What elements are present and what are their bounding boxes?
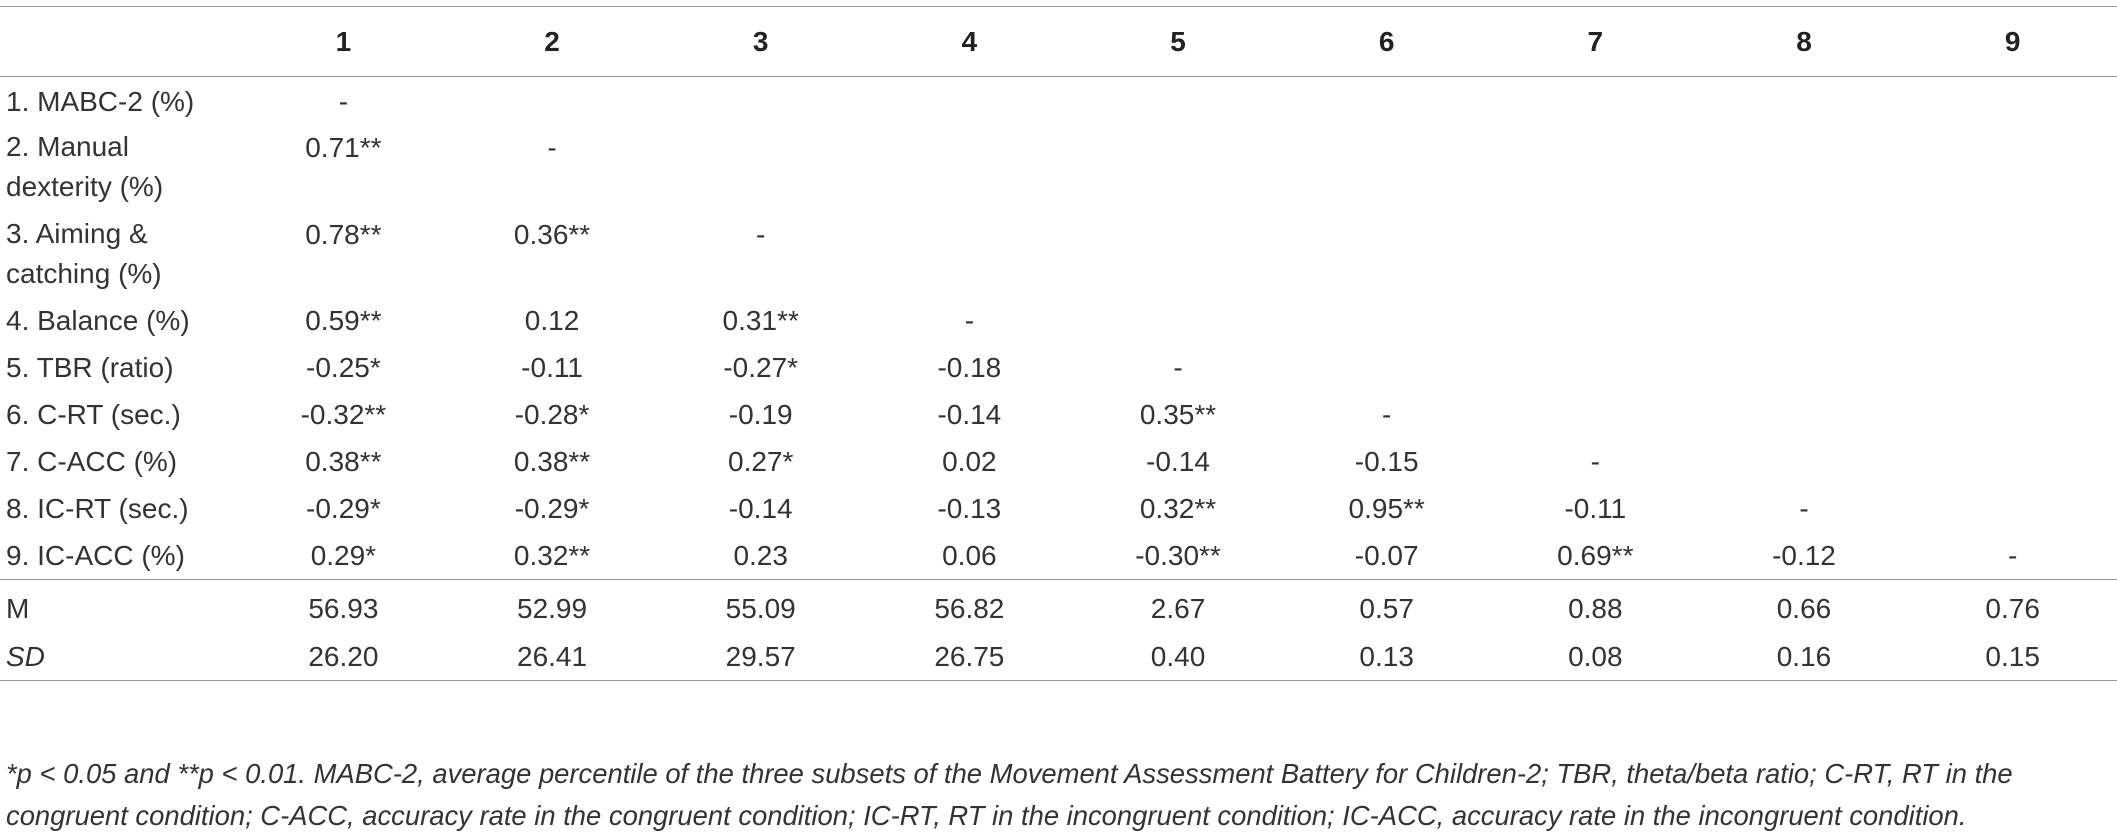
table-cell: 0.66 [1700,580,1909,635]
table-cell: -0.12 [1772,539,1836,571]
table-cell: 26.20 [239,634,448,681]
row-label: SD [0,634,239,681]
table-cell: 0.29* [310,539,377,571]
table-cell [1074,124,1283,211]
table-cell [1282,298,1491,345]
table-cell: -0.11 [1564,493,1627,524]
column-header: 8 [1700,7,1909,77]
row-label: 8. IC-RT (sec.) [6,493,189,524]
column-header: 5 [1074,7,1283,77]
table-cell [448,77,657,124]
table-cell [1908,211,2117,298]
table-cell: -0.14 [728,493,793,524]
table-cell: 52.99 [448,580,657,635]
table-cell: 0.27* [728,446,794,477]
descriptive-stats [0,580,2117,681]
table-cell: -0.11 [521,352,583,383]
table-cell [1282,345,1491,392]
table-cell: 2.67 [1074,580,1283,635]
table-row [0,392,2117,439]
table-cell: - [756,218,766,250]
table-row [0,211,2117,298]
column-header: 4 [865,7,1074,77]
table-cell: -0.13 [937,493,1002,524]
sd-row [0,634,2117,681]
table-cell: 0.57 [1282,580,1491,635]
table-cell: 0.35** [1139,399,1217,430]
table-cell: 29.57 [656,634,865,681]
table-cell [1908,77,2117,124]
column-header: 1 [239,7,448,77]
table-cell: 56.82 [865,580,1074,635]
table-cell [1491,392,1700,439]
table-cell [1700,211,1909,298]
table-cell: 55.09 [656,580,865,635]
table-cell [1700,392,1909,439]
table-cell: 0.69** [1557,539,1634,571]
table-row [0,298,2117,345]
table-cell: 0.71** [305,131,382,163]
table-cell: 56.93 [239,580,448,635]
table-cell [1700,345,1909,392]
table-cell [1491,211,1700,298]
table-cell: - [2007,539,2018,571]
row-label: 7. C-ACC (%) [6,446,178,477]
table-cell: 0.78** [305,218,382,250]
table-cell: -0.14 [1146,446,1210,477]
table-cell [1491,345,1700,392]
table-cell [1700,298,1909,345]
table-cell [865,77,1074,124]
table-cell: -0.29* [306,493,381,524]
table-cell [1282,211,1491,298]
table-cell [1908,439,2117,486]
table-header [0,7,2117,77]
table-cell [1074,298,1283,345]
table-cell: 0.08 [1491,634,1700,681]
table-cell [656,77,865,124]
table-cell: - [338,86,349,118]
column-header: 6 [1282,7,1491,77]
row-label: 6. C-RT (sec.) [6,399,181,430]
column-header: 3 [656,7,865,77]
table-row [0,77,2117,124]
table-cell: 0.38** [305,446,382,477]
table-cell: -0.15 [1354,446,1419,477]
correlation-rows [0,77,2117,580]
table-cell: 0.15 [1908,634,2117,681]
table-cell: 0.06 [942,539,997,571]
column-header: 7 [1491,7,1700,77]
row-label: 9. IC-ACC (%) [6,539,185,571]
table-cell: 0.88 [1491,580,1700,635]
table-cell: 0.76 [1908,580,2117,635]
table-cell [1908,345,2117,392]
table-cell: -0.28* [514,399,590,430]
table-cell: -0.14 [937,399,1002,430]
header-row [0,7,2117,77]
table-cell: - [547,131,557,163]
table-cell: 0.13 [1282,634,1491,681]
table-row [0,345,2117,392]
table-row [0,533,2117,580]
table-cell: 0.02 [942,446,997,477]
table-cell: 0.31** [722,305,799,336]
table-cell: -0.25* [306,352,381,383]
table-cell: 0.40 [1074,634,1283,681]
correlation-table [0,6,2117,681]
table-cell: - [1382,399,1392,430]
table-cell [1908,298,2117,345]
table-cell: 0.32** [1139,493,1217,524]
table-cell [1491,124,1700,211]
table-footnote: *p < 0.05 and **p < 0.01. MABC-2, average percentile of the three subsets of the Movement Assessment Battery for Children-2; TBR, theta/beta ratio; C-RT, RT in the congruent condition; C-ACC, accuracy rate in the congruent condition; IC-RT, RT in the incongruent condition; IC-ACC, accuracy rate in the incongruent condition. [6,758,2013,832]
row-label: 2. Manual dexterity (%) [6,131,164,202]
table-cell: -0.27* [723,352,799,383]
table-cell [865,124,1074,211]
table-cell: 0.32** [513,539,591,571]
table-cell: -0.07 [1354,539,1419,571]
header-label-cell [0,7,239,77]
table-cell: 0.36** [513,218,591,250]
table-cell [1908,392,2117,439]
table-cell: - [964,305,975,336]
row-label: 1. MABC-2 (%) [6,86,195,118]
table-cell [1074,211,1283,298]
table-row [0,486,2117,533]
row-label: 3. Aiming & catching (%) [6,218,162,289]
table-cell: 0.16 [1700,634,1909,681]
table-cell: 0.23 [733,539,788,571]
table-cell: 0.95** [1348,493,1425,524]
table-cell: 0.38** [513,446,591,477]
table-cell: -0.18 [937,352,1002,383]
table-cell [656,124,865,211]
table-cell [1908,486,2117,533]
table-cell: 0.59** [305,305,382,336]
table-cell [1074,77,1283,124]
table-cell [1700,439,1909,486]
table-cell [1908,124,2117,211]
row-label: 4. Balance (%) [6,305,190,336]
table-cell: - [1173,352,1183,383]
table-cell [1282,124,1491,211]
mean-row [0,580,2117,635]
table-cell: -0.29* [514,493,590,524]
table-cell [1282,77,1491,124]
row-label: 5. TBR (ratio) [6,352,174,383]
table-cell [1491,77,1700,124]
table-cell [1491,298,1700,345]
column-header: 9 [1908,7,2117,77]
table-cell: - [1799,493,1809,524]
table-cell [1700,77,1909,124]
table-cell: -0.32** [300,399,387,430]
row-label: M [0,580,239,635]
table-row [0,124,2117,211]
column-header: 2 [448,7,657,77]
table-cell: 26.75 [865,634,1074,681]
table-cell [1700,124,1909,211]
table-cell: - [1590,446,1600,477]
table-row [0,439,2117,486]
table-cell [865,211,1074,298]
table-cell: 26.41 [448,634,657,681]
table-cell: -0.19 [728,399,793,430]
table-cell: 0.12 [524,305,580,336]
table-cell: -0.30** [1135,539,1221,571]
